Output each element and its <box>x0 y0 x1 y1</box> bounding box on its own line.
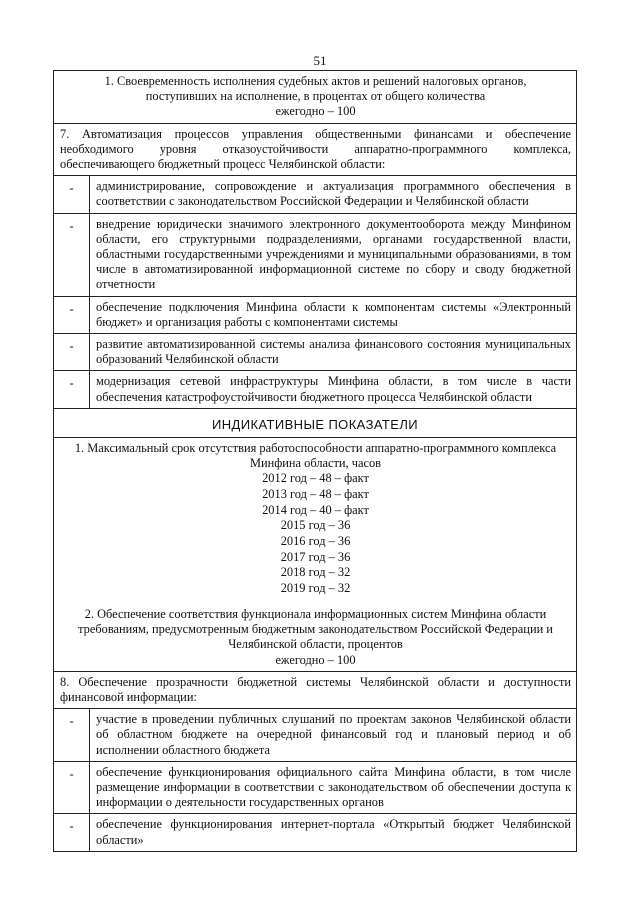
section-7-item <box>54 214 576 297</box>
dash-marker: - <box>54 709 90 761</box>
dash-marker: - <box>54 176 90 212</box>
year-value: 2017 год – 36 <box>280 549 351 564</box>
section-7-item <box>54 334 576 371</box>
dash-marker: - <box>54 762 90 814</box>
dash-marker: - <box>54 334 90 370</box>
dash-marker: - <box>54 814 90 850</box>
section-7-item <box>54 371 576 408</box>
section-7-title: 7. Автоматизация процессов управления общественными финансами и обеспечение необходимого уровня отказоустойчивости аппаратно-программного комплекса, обеспечивающего бюджетный процесс Челябинской области: <box>54 124 576 177</box>
goal-1-line-1: 1. Своевременность исполнения судебных актов и решений налоговых органов, <box>104 74 527 88</box>
year-value: 2013 год – 48 – факт <box>262 486 369 501</box>
indicator-1-line-1: 1. Максимальный срок отсутствия работоспособности аппаратно-программного комплекса <box>74 440 557 455</box>
section-7-item-text: внедрение юридически значимого электронного документооборота между Минфином области, его структурными подразделениями, органами государственной власти, областными государственными учреждениями и муниципальными образованиями, в том числе в автоматизированной информационной системе по сбору и своду бюджетной отчетности <box>96 216 571 292</box>
section-8-title: 8. Обеспечение прозрачности бюджетной системы Челябинской области и доступности финансовой информации: <box>54 672 576 709</box>
indicator-2-line-1: 2. Обеспечение соответствия функционала информационных систем Минфина области <box>84 606 547 621</box>
dash-marker: - <box>54 214 90 296</box>
year-value: 2018 год – 32 <box>280 565 351 580</box>
year-value: 2014 год – 40 – факт <box>262 502 369 517</box>
goal-1-row <box>54 71 576 124</box>
goal-1-value: ежегодно – 100 <box>275 104 356 119</box>
year-value: 2019 год – 32 <box>280 581 351 596</box>
dash-marker: - <box>54 297 90 333</box>
page-number: 51 <box>313 53 327 68</box>
section-8-item-text: участие в проведении публичных слушаний по проектам законов Челябинской области об областном бюджете на очередной финансовый год и плановый период и об исполнении областного бюджета <box>96 712 571 757</box>
section-8-item <box>54 762 576 815</box>
year-value: 2016 год – 36 <box>280 534 351 549</box>
section-7-item-text: развитие автоматизированной системы анализа финансового состояния муниципальных образований Челябинской области <box>96 337 571 367</box>
section-8-item <box>54 814 576 850</box>
indicators-block <box>54 438 576 672</box>
section-7-item <box>54 297 576 334</box>
indicator-1-line-2: Минфина области, часов <box>249 456 382 471</box>
section-8-item-text: обеспечение функционирования официального сайта Минфина области, в том числе размещение информации в соответствии с законодательством об обеспечении доступа к информации о деятельности государственных органов <box>96 764 571 810</box>
indicators-heading: ИНДИКАТИВНЫЕ ПОКАЗАТЕЛИ <box>54 409 576 438</box>
year-value: 2012 год – 48 – факт <box>262 471 369 486</box>
indicator-2-line-2: требованиям, предусмотренным бюджетным законодательством Российской Федерации и <box>78 622 553 637</box>
goal-1-line-2: поступивших на исполнение, в процентах от общего количества <box>145 89 486 104</box>
section-7-item-text: обеспечение подключения Минфина области к компонентам системы «Электронный бюджет» и организация работы с компонентами системы <box>96 299 571 329</box>
year-value: 2015 год – 36 <box>280 518 351 533</box>
section-8-item-text: обеспечение функционирования интернет-портала «Открытый бюджет Челябинской области» <box>96 817 571 847</box>
indicator-2-value: ежегодно – 100 <box>275 652 356 667</box>
indicator-1-years <box>60 471 571 597</box>
dash-marker: - <box>54 371 90 407</box>
section-7-item-text: модернизация сетевой инфраструктуры Минфина области, в том числе в части обеспечения катастрофоустойчивости бюджетного процесса Челябинской области <box>96 374 571 404</box>
section-8-item <box>54 709 576 762</box>
document-table <box>53 70 577 852</box>
section-7-item <box>54 176 576 213</box>
section-7-item-text: администрирование, сопровождение и актуализация программного обеспечения в соответствии с законодательством Российской Федерации и Челябинской области <box>96 179 571 209</box>
indicator-2-line-3: Челябинской области, процентов <box>228 637 403 652</box>
